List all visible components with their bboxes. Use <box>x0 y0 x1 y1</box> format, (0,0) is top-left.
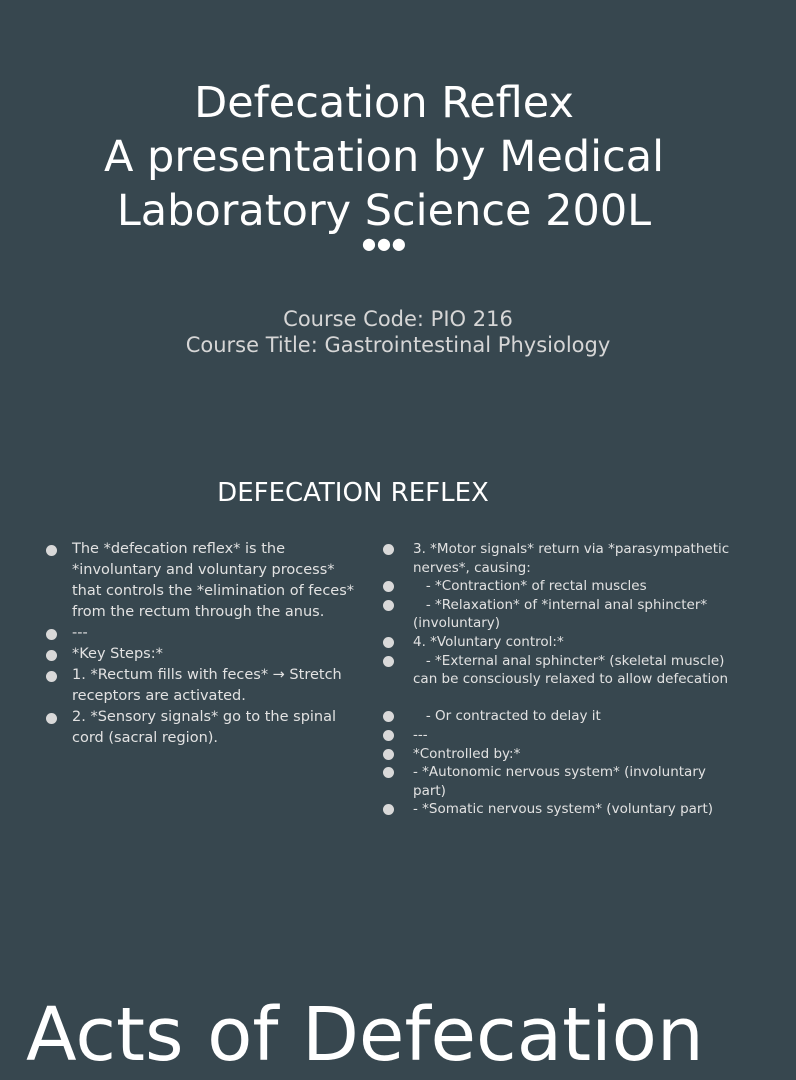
course-code: Course Code: PIO 216 <box>283 307 513 331</box>
list-item: *Controlled by:* <box>413 745 743 764</box>
list-item: - *Somatic nervous system* (voluntary part) <box>413 800 743 819</box>
list-item: - *Contraction* of rectal muscles <box>413 577 743 596</box>
title-line: Laboratory Science 200L <box>116 186 652 236</box>
list-item: 3. *Motor signals* return via *parasympathetic nerves*, causing: <box>413 540 743 577</box>
left-bullet-list <box>72 539 362 749</box>
title-line: A presentation by Medical <box>103 132 665 182</box>
list-item: - *Relaxation* of *internal anal sphincter* (involuntary) <box>413 596 743 633</box>
list-item: - Or contracted to delay it <box>413 707 743 726</box>
ellipsis-icon[interactable]: ●●● <box>362 234 407 253</box>
list-item: --- <box>413 726 743 745</box>
list-item: - *External anal sphincter* (skeletal muscle) can be consciously relaxed to allow defecation <box>413 652 743 689</box>
slide-subtitle <box>0 306 796 358</box>
section-heading: DEFECATION REFLEX <box>217 478 489 508</box>
list-item: 1. *Rectum fills with feces* → Stretch receptors are activated. <box>72 665 362 707</box>
list-item: The *defecation reflex* is the *involuntary and voluntary process* that controls the *elimination of feces* from the rectum through the anus. <box>72 539 362 623</box>
right-bullet-list <box>413 540 743 819</box>
list-item: - *Autonomic nervous system* (involuntary part) <box>413 763 743 800</box>
list-spacer <box>413 689 743 708</box>
next-slide-title: Acts of Defecation <box>26 992 704 1078</box>
course-title: Course Title: Gastrointestinal Physiology <box>185 333 611 357</box>
list-item: 2. *Sensory signals* go to the spinal cord (sacral region). <box>72 707 362 749</box>
title-line: Defecation Reflex <box>194 78 574 128</box>
list-item: --- <box>72 623 362 644</box>
list-item: 4. *Voluntary control:* <box>413 633 743 652</box>
list-item: *Key Steps:* <box>72 644 362 665</box>
slide-title <box>0 76 768 238</box>
